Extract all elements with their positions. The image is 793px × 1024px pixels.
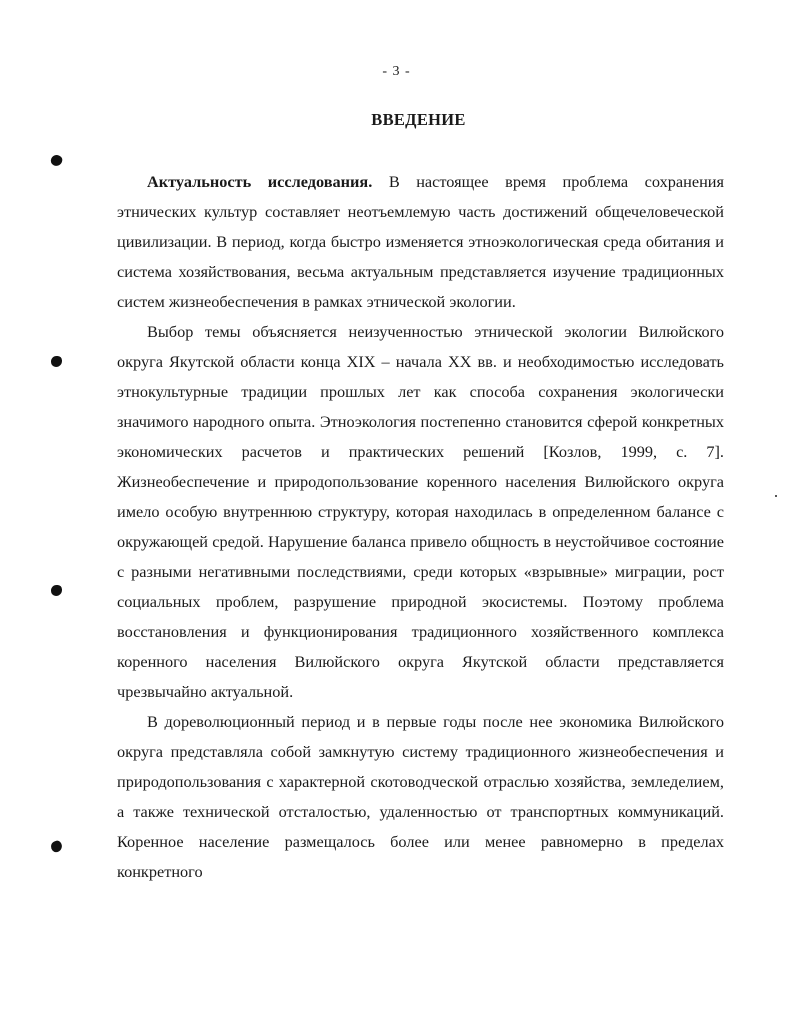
paragraph-pre-revolution: В дореволюционный период и в первые годы после нее экономика Вилюйского округа представляла собой замкнутую систему традиционного жизнеобеспечения и природопользования с характерной скотоводческой отраслью хозяйства, земледелием, а также технической отсталостью, удаленностью от транспортных коммуникаций. Коренное население размещалось более или менее равномерно в пределах конкретного — [117, 712, 724, 881]
binding-hole-mark — [51, 585, 62, 596]
paragraph-lead: Актуальность исследования. — [147, 172, 373, 191]
scan-speck — [775, 495, 777, 497]
document-body — [117, 167, 724, 887]
paragraph-relevance — [117, 167, 724, 317]
page-title: ВВЕДЕНИЕ — [371, 110, 466, 129]
page-number: - 3 - — [382, 64, 411, 79]
binding-hole-mark — [51, 356, 62, 367]
paragraph-topic-choice: Выбор темы объясняется неизученностью этнической экологии Вилюйского округа Якутской области конца XIX – начала XX вв. и необходимостью исследовать этнокультурные традиции прошлых лет как способа сохранения экологически значимого народного опыта. Этноэкология постепенно становится сферой конкретных экономических расчетов и практических решений [Козлов, 1999, с. 7]. Жизнеобеспечение и природопользование коренного населения Вилюйского округа имело особую внутреннюю структуру, которая находилась в определенном балансе с окружающей средой. Нарушение баланса привело общность в неустойчивое состояние с разными негативными последствиями, среди которых «взрывные» миграции, рост социальных проблем, разрушение природной экосистемы. Поэтому проблема восстановления и функционирования традиционного хозяйственного комплекса коренного населения Вилюйского округа Якутской области представляется чрезвычайно актуальной. — [117, 322, 724, 701]
paragraph-text: В настоящее время проблема сохранения этнических культур составляет неотъемлемую часть достижений общечеловеческой цивилизации. В период, когда быстро изменяется этноэкологическая среда обитания и система хозяйствования, весьма актуальным представляется изучение традиционных систем жизнеобеспечения в рамках этнической экологии. — [117, 172, 724, 311]
binding-hole-mark — [49, 839, 63, 853]
binding-hole-mark — [49, 153, 64, 168]
